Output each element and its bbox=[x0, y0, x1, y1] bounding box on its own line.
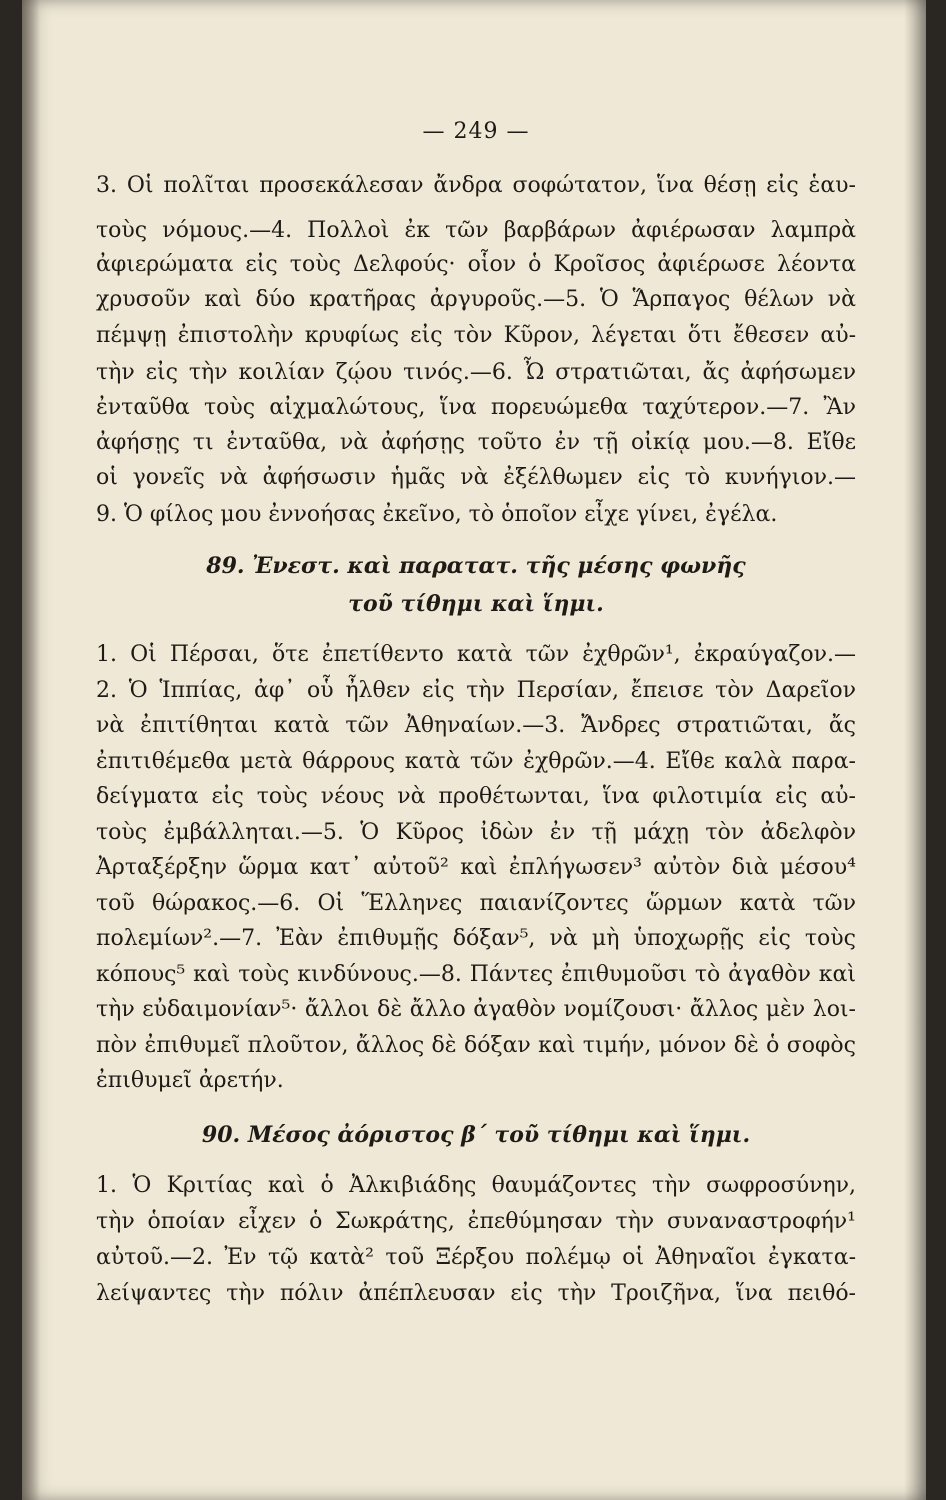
text-line: χρυσοῦν καὶ δύο κρατῆρας ἀργυροῦς.—5. Ὁ Ἅρπαγος θέλων νὰ bbox=[96, 287, 856, 312]
text-line: τοῦ θώρακος.—6. Οἱ Ἕλληνες παιανίζοντες ὥρμων κατὰ τῶν bbox=[96, 891, 856, 916]
text-line: τὴν εἰς τὴν κοιλίαν ζῴου τινός.—6. Ὦ στρατιῶται, ἄς ἀφήσωμεν bbox=[96, 360, 856, 385]
text-line: τοὺς νόμους.—4. Πολλοὶ ἐκ τῶν βαρβάρων ἀφιέρωσαν λαμπρὰ bbox=[96, 218, 856, 243]
section-heading: 90. Μέσος ἀόριστος β´ τοῦ τίθημι καὶ ἵημι. bbox=[201, 1122, 751, 1148]
text-line: 3. Οἱ πολῖται προσεκάλεσαν ἄνδρα σοφώτατον, ἵνα θέσῃ εἰς ἑαυ- bbox=[96, 173, 856, 198]
text-line: νὰ ἐπιτίθηται κατὰ τῶν Ἀθηναίων.—3. Ἄνδρες στρατιῶται, ἄς bbox=[96, 713, 856, 738]
text-line: πὸν ἐπιθυμεῖ πλοῦτον, ἄλλος δὲ δόξαν καὶ τιμήν, μόνον δὲ ὁ σοφὸς bbox=[96, 1033, 856, 1058]
text-line: 1. Ὁ Κριτίας καὶ ὁ Ἀλκιβιάδης θαυμάζοντες τὴν σωφροσύνην, bbox=[96, 1173, 856, 1198]
text-line: ἐνταῦθα τοὺς αἰχμαλώτους, ἵνα πορευώμεθα ταχύτερον.—7. Ἂν bbox=[96, 395, 856, 420]
text-line: Ἀρταξέρξην ὥρμα κατ᾽ αὐτοῦ² καὶ ἐπλήγωσεν³ αὐτὸν διὰ μέσου⁴ bbox=[96, 855, 856, 880]
text-line: ἀφήσῃς τι ἐνταῦθα, νὰ ἀφήσῃς τοῦτο ἐν τῇ οἰκίᾳ μου.—8. Εἴθε bbox=[96, 430, 856, 455]
text-line: δείγματα εἰς τοὺς νέους νὰ προθέτωνται, ἵνα φιλοτιμία εἰς αὐ- bbox=[96, 784, 856, 809]
text-line: αὐτοῦ.—2. Ἐν τῷ κατὰ² τοῦ Ξέρξου πολέμῳ οἱ Ἀθηναῖοι ἐγκατα- bbox=[96, 1245, 856, 1270]
book-page bbox=[22, 0, 926, 1500]
text-line: λείψαντες τὴν πόλιν ἀπέπλευσαν εἰς τὴν Τροιζῆνα, ἵνα πειθό- bbox=[96, 1281, 856, 1306]
section-heading: τοῦ τίθημι καὶ ἵημι. bbox=[348, 591, 604, 617]
text-line: κόπους⁵ καὶ τοὺς κινδύνους.—8. Πάντες ἐπιθυμοῦσι τὸ ἀγαθὸν καὶ bbox=[96, 962, 856, 987]
text-line: τὴν εὐδαιμονίαν⁵· ἄλλοι δὲ ἄλλο ἀγαθὸν νομίζουσι· ἄλλος μὲν λοι- bbox=[96, 997, 856, 1022]
text-line: τοὺς ἐμβάλληται.—5. Ὁ Κῦρος ἰδὼν ἐν τῇ μάχῃ τὸν ἀδελφὸν bbox=[96, 820, 856, 845]
page-number: — 249 — bbox=[422, 119, 530, 144]
text-line: 2. Ὁ Ἱππίας, ἀφ᾽ οὗ ἦλθεν εἰς τὴν Περσίαν, ἔπεισε τὸν Δαρεῖον bbox=[96, 678, 856, 703]
text-line: τὴν ὁποίαν εἶχεν ὁ Σωκράτης, ἐπεθύμησαν τὴν συναναστροφήν¹ bbox=[96, 1209, 856, 1234]
text-line: οἱ γονεῖς νὰ ἀφήσωσιν ἡμᾶς νὰ ἐξέλθωμεν εἰς τὸ κυνήγιον.— bbox=[96, 465, 856, 490]
text-line: πέμψῃ ἐπιστολὴν κρυφίως εἰς τὸν Κῦρον, λέγεται ὅτι ἔθεσεν αὐ- bbox=[96, 323, 856, 348]
spine-shadow bbox=[22, 0, 40, 1500]
text-line: ἐπιτιθέμεθα μετὰ θάρρους κατὰ τῶν ἐχθρῶν.—4. Εἴθε καλὰ παρα- bbox=[96, 749, 856, 774]
text-line: ἐπιθυμεῖ ἀρετήν. bbox=[96, 1068, 284, 1093]
page-edge bbox=[904, 0, 926, 1500]
text-line: ἀφιερώματα εἰς τοὺς Δελφούς· οἷον ὁ Κροῖσος ἀφιέρωσε λέοντα bbox=[96, 252, 856, 277]
text-line: πολεμίων².—7. Ἐὰν ἐπιθυμῇς δόξαν⁵, νὰ μὴ ὑποχωρῇς εἰς τοὺς bbox=[96, 926, 856, 951]
text-line: 1. Οἱ Πέρσαι, ὅτε ἐπετίθεντο κατὰ τῶν ἐχθρῶν¹, ἐκραύγαζον.— bbox=[96, 642, 856, 667]
text-line: 9. Ὁ φίλος μου ἐννοήσας ἐκεῖνο, τὸ ὁποῖον εἶχε γίνει, ἐγέλα. bbox=[96, 502, 778, 527]
section-heading: 89. Ἐνεστ. καὶ παρατατ. τῆς μέσης φωνῆς bbox=[206, 553, 746, 579]
